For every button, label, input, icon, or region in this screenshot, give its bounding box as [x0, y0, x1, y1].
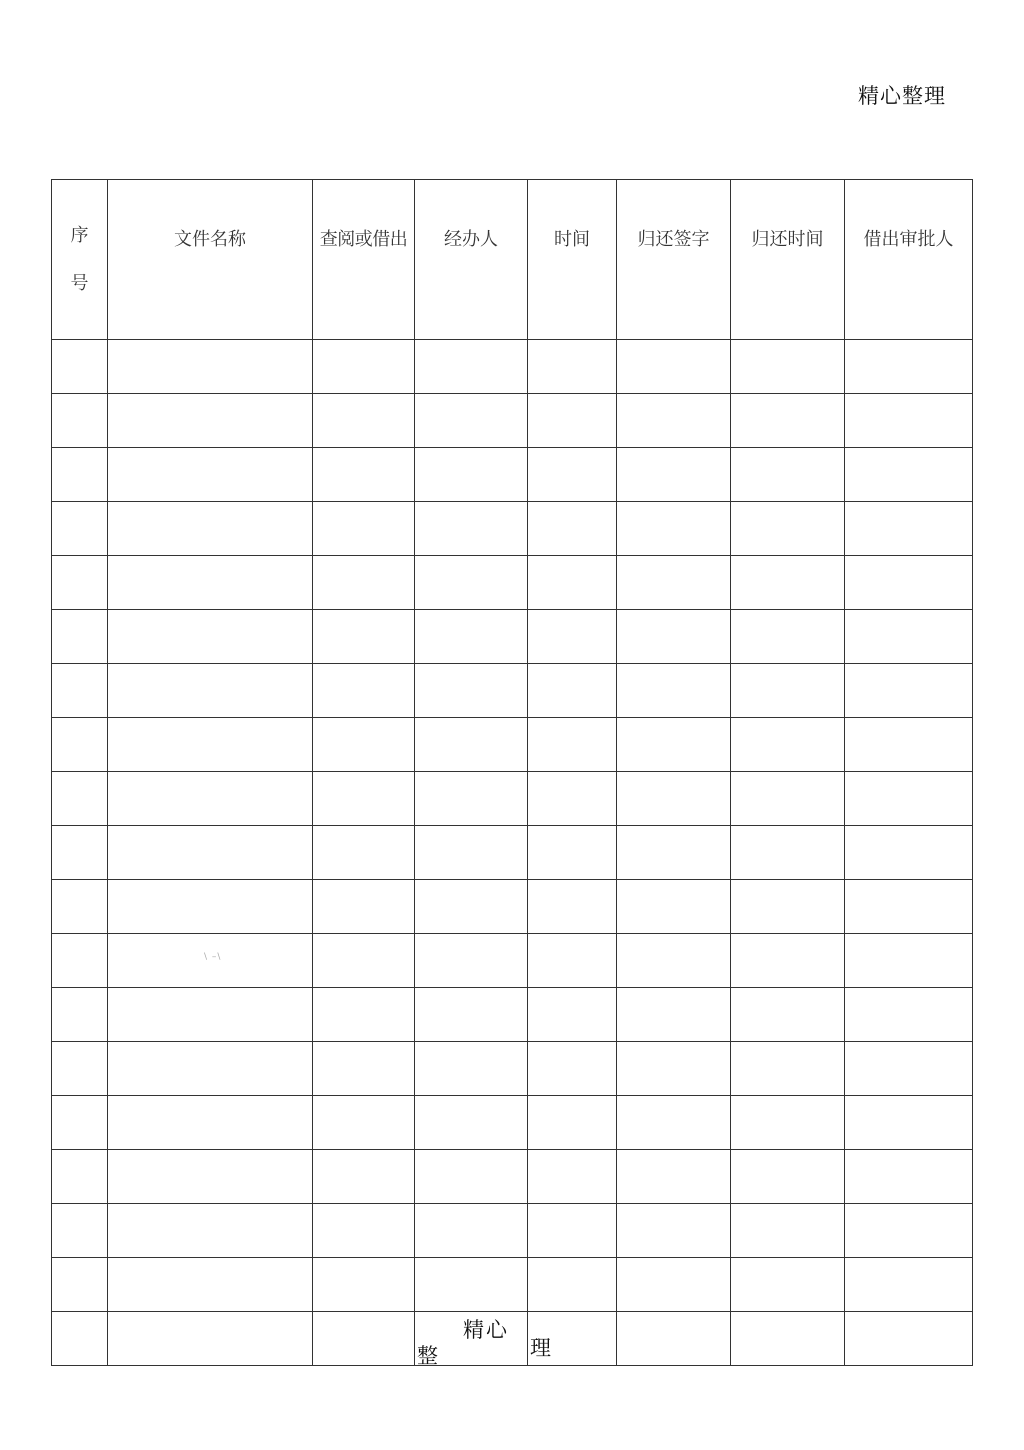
cell-time[interactable]: [528, 934, 617, 988]
table-row: [52, 448, 973, 502]
cell-handler[interactable]: [415, 826, 528, 880]
cell-approver[interactable]: [845, 610, 973, 664]
cell-view-or-borrow[interactable]: [313, 664, 415, 718]
cell-return-time[interactable]: [731, 880, 845, 934]
cell-return-time[interactable]: [731, 988, 845, 1042]
header-approver: 借出审批人: [845, 180, 973, 340]
cell-file-name[interactable]: [108, 556, 313, 610]
cell-handler[interactable]: [415, 610, 528, 664]
cell-return-signature[interactable]: [617, 664, 731, 718]
footer-text-part2: 整: [417, 1344, 440, 1368]
cell-view-or-borrow[interactable]: [313, 772, 415, 826]
cell-return-signature[interactable]: [617, 1204, 731, 1258]
cell-file-name[interactable]: [108, 772, 313, 826]
cell-file-name[interactable]: [108, 1312, 313, 1366]
cell-seq[interactable]: [52, 1258, 108, 1312]
table-row-last: [52, 1312, 973, 1366]
cell-return-time[interactable]: [731, 448, 845, 502]
header-seq-line2: 号: [70, 272, 89, 294]
cell-file-name[interactable]: [108, 502, 313, 556]
cell-handler[interactable]: [415, 934, 528, 988]
borrow-register-table: [51, 179, 973, 1366]
cell-approver[interactable]: [845, 826, 973, 880]
table-row: [52, 610, 973, 664]
cell-time[interactable]: [528, 718, 617, 772]
cell-file-name[interactable]: [108, 718, 313, 772]
cell-time[interactable]: [528, 340, 617, 394]
cell-view-or-borrow[interactable]: [313, 556, 415, 610]
cell-return-time[interactable]: [731, 1042, 845, 1096]
cell-handler[interactable]: [415, 718, 528, 772]
cell-handler[interactable]: [415, 340, 528, 394]
cell-view-or-borrow[interactable]: [313, 502, 415, 556]
table-row: [52, 988, 973, 1042]
cell-approver[interactable]: [845, 934, 973, 988]
cell-view-or-borrow[interactable]: [313, 880, 415, 934]
cell-view-or-borrow[interactable]: [313, 448, 415, 502]
cell-handler[interactable]: [415, 1258, 528, 1312]
table-row: [52, 826, 973, 880]
cell-file-name[interactable]: [108, 1204, 313, 1258]
cell-approver[interactable]: [845, 502, 973, 556]
cell-view-or-borrow[interactable]: [313, 988, 415, 1042]
cell-time[interactable]: [528, 610, 617, 664]
cell-view-or-borrow[interactable]: [313, 934, 415, 988]
cell-seq[interactable]: [52, 1312, 108, 1366]
table-row: [52, 664, 973, 718]
cell-approver[interactable]: [845, 1204, 973, 1258]
cell-file-name[interactable]: [108, 448, 313, 502]
cell-seq[interactable]: [52, 448, 108, 502]
cell-approver[interactable]: [845, 988, 973, 1042]
cell-return-time[interactable]: [731, 340, 845, 394]
cell-handler[interactable]: [415, 988, 528, 1042]
cell-seq[interactable]: [52, 610, 108, 664]
cell-view-or-borrow[interactable]: [313, 1150, 415, 1204]
cell-time[interactable]: [528, 1312, 617, 1366]
table-row: [52, 1042, 973, 1096]
cell-handler[interactable]: [415, 502, 528, 556]
cell-file-name[interactable]: [108, 880, 313, 934]
cell-return-time[interactable]: [731, 394, 845, 448]
cell-time[interactable]: [528, 556, 617, 610]
header-return-signature: 归还签字: [617, 180, 731, 340]
cell-handler[interactable]: [415, 448, 528, 502]
cell-return-signature[interactable]: [617, 772, 731, 826]
cell-handler[interactable]: [415, 1150, 528, 1204]
cell-file-name[interactable]: [108, 988, 313, 1042]
cell-seq[interactable]: [52, 502, 108, 556]
cell-handler[interactable]: [415, 1096, 528, 1150]
header-file-name: 文件名称: [108, 180, 313, 340]
footer-text-part1: 精心: [463, 1318, 509, 1342]
cell-return-signature[interactable]: [617, 1258, 731, 1312]
cell-seq[interactable]: [52, 394, 108, 448]
cell-handler[interactable]: [415, 664, 528, 718]
cell-handler[interactable]: [415, 1312, 528, 1366]
cell-time[interactable]: [528, 394, 617, 448]
cell-time[interactable]: [528, 1204, 617, 1258]
cell-return-time[interactable]: [731, 556, 845, 610]
cell-file-name[interactable]: [108, 664, 313, 718]
cell-return-time[interactable]: [731, 718, 845, 772]
cell-time[interactable]: [528, 880, 617, 934]
cell-seq[interactable]: [52, 772, 108, 826]
cell-approver[interactable]: [845, 1042, 973, 1096]
cell-approver[interactable]: [845, 718, 973, 772]
cell-time[interactable]: [528, 772, 617, 826]
cell-time[interactable]: [528, 1042, 617, 1096]
cell-view-or-borrow[interactable]: [313, 340, 415, 394]
cell-return-time[interactable]: [731, 934, 845, 988]
header-row: [52, 180, 973, 340]
cell-return-time[interactable]: [731, 1204, 845, 1258]
cell-handler[interactable]: [415, 772, 528, 826]
cell-return-time[interactable]: [731, 772, 845, 826]
cell-view-or-borrow[interactable]: [313, 1204, 415, 1258]
footer-text-part3: 理: [530, 1336, 553, 1360]
header-seq: [52, 180, 108, 340]
cell-approver[interactable]: [845, 448, 973, 502]
header-note: 精心整理: [858, 84, 946, 108]
table-row: [52, 556, 973, 610]
cell-view-or-borrow[interactable]: [313, 1312, 415, 1366]
cell-seq[interactable]: [52, 556, 108, 610]
cell-file-name[interactable]: [108, 934, 313, 988]
cell-return-signature[interactable]: [617, 610, 731, 664]
cell-seq[interactable]: [52, 664, 108, 718]
cell-handler[interactable]: [415, 1204, 528, 1258]
cell-return-signature[interactable]: [617, 556, 731, 610]
cell-return-signature[interactable]: [617, 394, 731, 448]
table-row: [52, 718, 973, 772]
cell-time[interactable]: [528, 502, 617, 556]
cell-approver[interactable]: [845, 394, 973, 448]
cell-file-name[interactable]: [108, 1042, 313, 1096]
cell-view-or-borrow[interactable]: [313, 610, 415, 664]
header-seq-line1: 序: [70, 224, 89, 246]
cell-return-signature[interactable]: [617, 502, 731, 556]
cell-approver[interactable]: [845, 1258, 973, 1312]
cell-return-signature[interactable]: [617, 1312, 731, 1366]
cell-view-or-borrow[interactable]: [313, 1042, 415, 1096]
cell-seq[interactable]: [52, 1204, 108, 1258]
cell-seq[interactable]: [52, 1096, 108, 1150]
cell-time[interactable]: [528, 448, 617, 502]
cell-approver[interactable]: [845, 1312, 973, 1366]
cell-seq[interactable]: [52, 880, 108, 934]
cell-time[interactable]: [528, 1258, 617, 1312]
cell-file-name[interactable]: [108, 1258, 313, 1312]
cell-return-signature[interactable]: [617, 1150, 731, 1204]
cell-view-or-borrow[interactable]: [313, 718, 415, 772]
cell-return-signature[interactable]: [617, 448, 731, 502]
cell-seq[interactable]: [52, 826, 108, 880]
cell-return-time[interactable]: [731, 1096, 845, 1150]
cell-return-time[interactable]: [731, 1312, 845, 1366]
cell-return-signature[interactable]: [617, 1096, 731, 1150]
cell-return-signature[interactable]: [617, 988, 731, 1042]
cell-approver[interactable]: [845, 772, 973, 826]
table-row: [52, 394, 973, 448]
cell-return-time[interactable]: [731, 826, 845, 880]
stray-mark: \ –\: [204, 952, 222, 962]
cell-handler[interactable]: [415, 394, 528, 448]
cell-seq[interactable]: [52, 988, 108, 1042]
table-row: [52, 502, 973, 556]
cell-time[interactable]: [528, 826, 617, 880]
cell-approver[interactable]: [845, 1150, 973, 1204]
cell-approver[interactable]: [845, 556, 973, 610]
cell-view-or-borrow[interactable]: [313, 1096, 415, 1150]
cell-time[interactable]: [528, 1096, 617, 1150]
cell-file-name[interactable]: [108, 1150, 313, 1204]
cell-view-or-borrow[interactable]: [313, 394, 415, 448]
table-row: [52, 1096, 973, 1150]
cell-approver[interactable]: [845, 880, 973, 934]
cell-file-name[interactable]: [108, 340, 313, 394]
cell-return-time[interactable]: [731, 1258, 845, 1312]
cell-handler[interactable]: [415, 556, 528, 610]
header-time: 时间: [528, 180, 617, 340]
table-row: [52, 1204, 973, 1258]
cell-file-name[interactable]: [108, 610, 313, 664]
table-row: [52, 1150, 973, 1204]
cell-handler[interactable]: [415, 880, 528, 934]
cell-return-time[interactable]: [731, 502, 845, 556]
table-row: [52, 934, 973, 988]
header-return-time: 归还时间: [731, 180, 845, 340]
cell-approver[interactable]: [845, 664, 973, 718]
cell-return-signature[interactable]: [617, 340, 731, 394]
cell-file-name[interactable]: [108, 1096, 313, 1150]
cell-time[interactable]: [528, 988, 617, 1042]
cell-file-name[interactable]: [108, 826, 313, 880]
cell-view-or-borrow[interactable]: [313, 826, 415, 880]
cell-seq[interactable]: [52, 1042, 108, 1096]
table-row: [52, 1258, 973, 1312]
table-row: [52, 772, 973, 826]
cell-return-time[interactable]: [731, 1150, 845, 1204]
cell-seq[interactable]: [52, 1150, 108, 1204]
table-row: [52, 340, 973, 394]
cell-return-signature[interactable]: [617, 1042, 731, 1096]
cell-return-signature[interactable]: [617, 718, 731, 772]
cell-seq[interactable]: [52, 718, 108, 772]
cell-file-name[interactable]: [108, 394, 313, 448]
cell-seq[interactable]: [52, 934, 108, 988]
cell-approver[interactable]: [845, 340, 973, 394]
cell-return-signature[interactable]: [617, 880, 731, 934]
header-view-or-borrow: 查阅或借出: [313, 180, 415, 340]
header-handler: 经办人: [415, 180, 528, 340]
cell-time[interactable]: [528, 1150, 617, 1204]
cell-view-or-borrow[interactable]: [313, 1258, 415, 1312]
cell-return-signature[interactable]: [617, 934, 731, 988]
cell-approver[interactable]: [845, 1096, 973, 1150]
cell-return-time[interactable]: [731, 664, 845, 718]
cell-seq[interactable]: [52, 340, 108, 394]
cell-handler[interactable]: [415, 1042, 528, 1096]
cell-return-time[interactable]: [731, 610, 845, 664]
cell-return-signature[interactable]: [617, 826, 731, 880]
cell-time[interactable]: [528, 664, 617, 718]
table-row: [52, 880, 973, 934]
